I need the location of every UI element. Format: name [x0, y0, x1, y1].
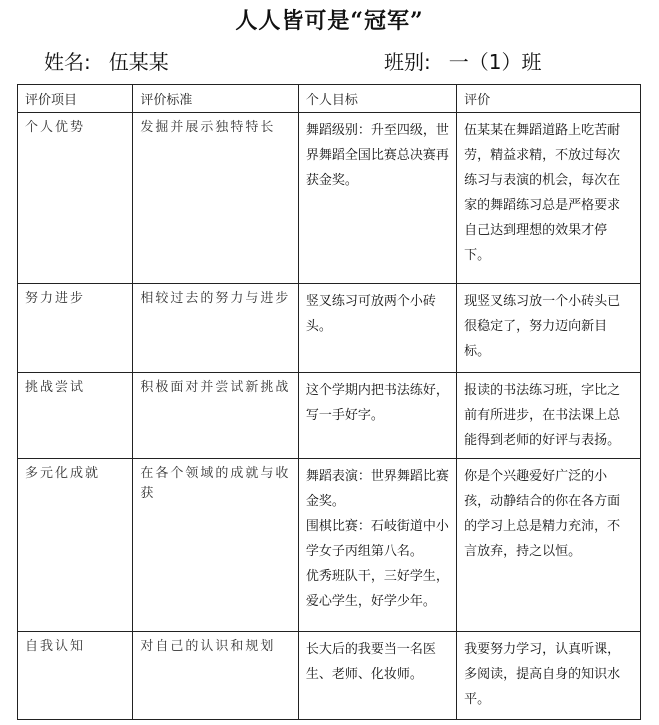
row-standard: 相较过去的努力与进步 [133, 284, 298, 373]
goal-line: 优秀班队干，三好学生，爱心学生，好学少年。 [305, 569, 449, 609]
table-row [18, 373, 641, 459]
row-standard: 发掘并展示独特特长 [133, 113, 298, 284]
row-item: 自我认知 [18, 632, 133, 720]
goal-line: 围棋比赛：石岐街道中小学女子丙组第八名。 [305, 519, 449, 559]
header-item: 评价项目 [18, 85, 133, 113]
evaluation-table [17, 84, 641, 720]
row-goal [298, 459, 456, 632]
row-evaluation: 现竖叉练习放一个小砖头已很稳定了，努力迈向新目标。 [457, 284, 641, 373]
class-field [384, 46, 541, 75]
page-title: 人人皆可是“冠军” [235, 8, 424, 34]
goal-line: 舞蹈表演：世界舞蹈比赛金奖。 [305, 469, 449, 509]
row-item: 努力进步 [18, 284, 133, 373]
goal-line: 这个学期内把书法练好，写一手好字。 [305, 383, 449, 423]
class-label: 班别: [384, 50, 431, 74]
row-evaluation: 报读的书法练习班，字比之前有所进步，在书法课上总能得到老师的好评与表扬。 [457, 373, 641, 459]
row-goal [298, 632, 456, 720]
row-standard: 积极面对并尝试新挑战 [133, 373, 298, 459]
header-goal: 个人目标 [298, 85, 456, 113]
row-evaluation: 伍某某在舞蹈道路上吃苦耐劳，精益求精，不放过每次练习与表演的机会，每次在家的舞蹈练习总是严格要求自己达到理想的效果才停下。 [457, 113, 641, 284]
row-item: 个人优势 [18, 113, 133, 284]
goal-line: 舞蹈级别：升至四级，世界舞蹈全国比赛总决赛再获金奖。 [305, 123, 449, 188]
row-standard: 在各个领域的成就与收获 [133, 459, 298, 632]
goal-line: 长大后的我要当一名医生、老师、化妆师。 [305, 642, 436, 682]
goal-line: 竖叉练习可放两个小砖头。 [305, 294, 436, 334]
row-goal [298, 113, 456, 284]
row-item: 多元化成就 [18, 459, 133, 632]
table-header-row [18, 85, 641, 113]
header-standard: 评价标准 [133, 85, 298, 113]
row-evaluation: 你是个兴趣爱好广泛的小孩，动静结合的你在各方面的学习上总是精力充沛，不言放弃，持之以恒。 [457, 459, 641, 632]
row-standard: 对自己的认识和规划 [133, 632, 298, 720]
table-row [18, 284, 641, 373]
header-evaluation: 评价 [457, 85, 641, 113]
name-label: 姓名: [44, 50, 91, 74]
table-row [18, 632, 641, 720]
name-value: 伍某某 [108, 50, 169, 74]
table-row [18, 113, 641, 284]
row-goal [298, 373, 456, 459]
row-item: 挑战尝试 [18, 373, 133, 459]
class-value: 一（1）班 [448, 50, 542, 74]
row-goal [298, 284, 456, 373]
row-evaluation: 我要努力学习，认真听课，多阅读，提高自身的知识水平。 [457, 632, 641, 720]
table-row [18, 459, 641, 632]
name-field [44, 46, 169, 75]
